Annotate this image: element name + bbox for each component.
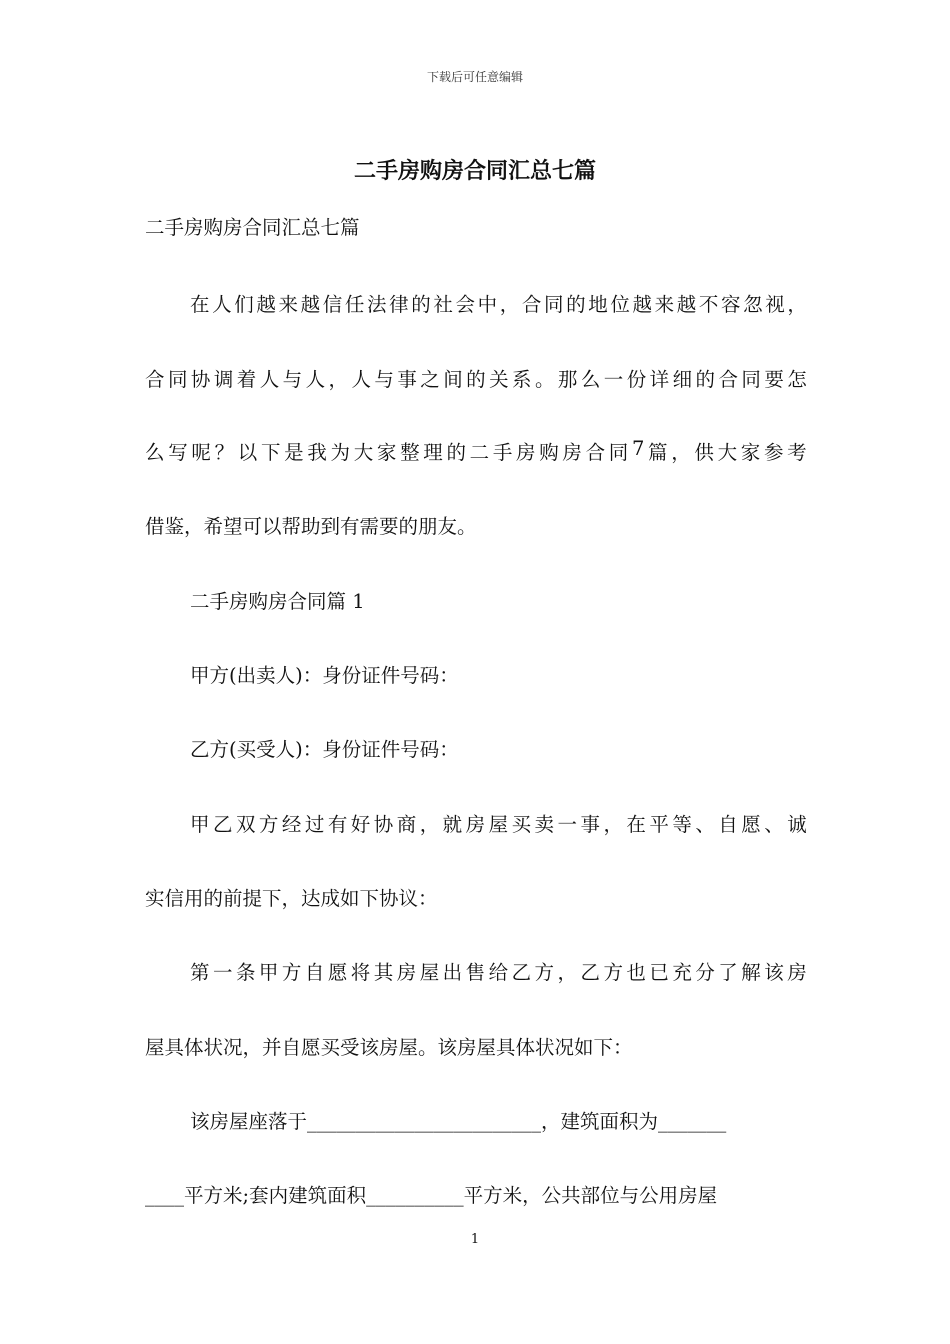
glyph: 同	[741, 368, 761, 391]
agreement-line-2: 实信用的前提下，达成如下协议：	[145, 887, 438, 910]
glyph: 一	[212, 961, 233, 984]
glyph: 乙	[580, 961, 600, 984]
glyph: ，	[671, 441, 691, 464]
glyph: 地	[588, 293, 608, 316]
glyph: 篇	[648, 441, 668, 464]
glyph: 愿	[741, 813, 761, 836]
glyph: 诚	[787, 813, 807, 836]
glyph: 卖	[534, 813, 555, 836]
glyph: 理	[423, 441, 443, 464]
glyph: 大	[353, 441, 374, 464]
agreement-line-1	[190, 809, 807, 837]
glyph: 方	[603, 961, 623, 984]
glyph: 着	[236, 368, 257, 391]
glyph: 充	[672, 961, 692, 984]
glyph: 第	[190, 961, 210, 984]
glyph: 分	[695, 961, 715, 984]
party-b-line: 乙方(买受人)：身份证件号码：	[190, 738, 459, 761]
glyph: 甲	[190, 813, 210, 836]
glyph: 考	[787, 441, 807, 464]
intro-line-3	[145, 437, 807, 465]
glyph: 的	[466, 368, 486, 391]
glyph: 家	[376, 441, 397, 464]
glyph: 等	[672, 813, 692, 836]
glyph: 屋	[419, 961, 440, 984]
glyph: 事	[580, 813, 600, 836]
glyph: 自	[718, 813, 738, 836]
glyph: 以	[237, 441, 258, 464]
glyph: 有	[327, 813, 348, 836]
glyph: 协	[190, 368, 211, 391]
glyph: 乙	[212, 813, 233, 836]
intro-line-2	[145, 364, 807, 392]
glyph: 售	[465, 961, 486, 984]
glyph: 详	[649, 368, 670, 391]
glyph: 中	[477, 293, 498, 316]
glyph: 平	[649, 813, 669, 836]
glyph: 是	[284, 441, 304, 464]
glyph: 同	[544, 293, 564, 316]
glyph: 自	[304, 961, 325, 984]
glyph: 协	[373, 813, 394, 836]
glyph: 好	[350, 813, 371, 836]
glyph: 双	[235, 813, 256, 836]
glyph: 、	[764, 813, 784, 836]
glyph: 人	[212, 293, 232, 316]
glyph: 出	[442, 961, 463, 984]
glyph: 下	[260, 441, 281, 464]
glyph: 一	[557, 813, 578, 836]
glyph: 越	[300, 293, 321, 316]
glyph: 的	[695, 368, 716, 391]
glyph: 同	[608, 441, 629, 464]
glyph: 合	[718, 368, 738, 391]
glyph: 已	[649, 961, 669, 984]
glyph: 过	[304, 813, 325, 836]
document-title: 二手房购房合同汇总七篇	[353, 158, 596, 184]
glyph: 要	[764, 368, 784, 391]
glyph: ，	[787, 293, 807, 316]
glyph: 方	[281, 961, 302, 984]
glyph: 了	[718, 961, 738, 984]
glyph: ，	[603, 813, 623, 836]
glyph: 经	[281, 813, 302, 836]
location-line-1: 该房屋座落于________________________，建筑面积为_______	[190, 1110, 727, 1133]
glyph: 细	[672, 368, 693, 391]
glyph: 乙	[511, 961, 532, 984]
glyph: 与	[282, 368, 303, 391]
glyph: 合	[145, 368, 165, 391]
intro-line-4: 借鉴，希望可以帮助到有需要的朋友。	[145, 515, 477, 538]
glyph: 购	[539, 441, 559, 464]
glyph: 在	[626, 813, 646, 836]
glyph: 该	[764, 961, 784, 984]
glyph: 系	[512, 368, 532, 391]
glyph: 愿	[327, 961, 348, 984]
glyph: 来	[278, 293, 299, 316]
glyph: 家	[740, 441, 761, 464]
glyph: 写	[168, 441, 188, 464]
glyph: ？	[214, 441, 235, 464]
glyph: 方	[258, 813, 279, 836]
glyph: 买	[511, 813, 532, 836]
glyph: 越	[256, 293, 276, 316]
glyph: 其	[373, 961, 394, 984]
intro-line-1	[190, 289, 807, 317]
glyph: 容	[721, 293, 741, 316]
glyph: 会	[455, 293, 476, 316]
glyph: 位	[610, 293, 630, 316]
glyph: ，	[419, 813, 440, 836]
glyph: 一	[603, 368, 624, 391]
glyph: 二	[469, 441, 490, 464]
document-subtitle: 二手房购房合同汇总七篇	[145, 216, 360, 239]
glyph: 方	[534, 961, 555, 984]
glyph: 越	[676, 293, 697, 316]
glyph: 屋	[488, 813, 509, 836]
glyph: 份	[626, 368, 647, 391]
glyph: 手	[492, 441, 513, 464]
glyph: 忽	[743, 293, 763, 316]
glyph: 房	[465, 813, 486, 836]
glyph: 大	[717, 441, 738, 464]
glyph: 呢	[191, 441, 211, 464]
article1-line-2: 屋具体状况，并自愿买受该房屋。该房屋具体状况如下：	[145, 1036, 633, 1059]
glyph: 视	[765, 293, 785, 316]
glyph: 事	[397, 368, 417, 391]
glyph: 合	[521, 293, 542, 316]
glyph: 供	[694, 441, 714, 464]
glyph: 律	[389, 293, 409, 316]
glyph: 与	[374, 368, 394, 391]
glyph: 合	[585, 441, 606, 464]
glyph: 也	[626, 961, 646, 984]
glyph: 不	[698, 293, 719, 316]
glyph: 调	[213, 368, 234, 391]
glyph: 社	[433, 293, 453, 316]
glyph: 们	[234, 293, 254, 316]
glyph: 房	[787, 961, 807, 984]
section-heading: 二手房购房合同篇 1	[190, 590, 365, 613]
glyph: 信	[322, 293, 343, 316]
glyph: 同	[167, 368, 188, 391]
glyph: 将	[350, 961, 371, 984]
article1-line-1	[190, 957, 807, 985]
party-a-line: 甲方(出卖人)：身份证件号码：	[190, 664, 459, 687]
page-number: 1	[470, 1232, 480, 1247]
glyph: 越	[632, 293, 653, 316]
glyph: 解	[741, 961, 761, 984]
glyph: 来	[654, 293, 675, 316]
glyph: 人	[305, 368, 326, 391]
glyph: 人	[351, 368, 371, 391]
glyph: 那	[557, 368, 578, 391]
glyph: 么	[580, 368, 601, 391]
glyph: 房	[516, 441, 536, 464]
glyph: 商	[396, 813, 417, 836]
glyph: 关	[489, 368, 509, 391]
glyph: 我	[307, 441, 327, 464]
glyph: ，	[499, 293, 520, 316]
glyph: 、	[695, 813, 715, 836]
glyph: 的	[411, 293, 431, 316]
glyph: 房	[562, 441, 582, 464]
glyph: 的	[566, 293, 586, 316]
glyph: 条	[235, 961, 256, 984]
glyph: 房	[396, 961, 417, 984]
glyph: 甲	[258, 961, 279, 984]
glyph: ，	[328, 368, 349, 391]
glyph: 就	[442, 813, 463, 836]
glyph: 怎	[787, 368, 807, 391]
glyph: 。	[534, 368, 555, 391]
glyph: 给	[488, 961, 509, 984]
glyph: 在	[190, 293, 210, 316]
glyph: 参	[763, 441, 784, 464]
glyph: 整	[400, 441, 420, 464]
glyph: 人	[259, 368, 280, 391]
glyph: 为	[330, 441, 351, 464]
glyph: 法	[367, 293, 387, 316]
glyph: ，	[557, 961, 578, 984]
location-line-2: ____平方米;套内建筑面积__________平方米，公共部位与公用房屋	[145, 1184, 718, 1207]
glyph: 7	[631, 437, 645, 460]
glyph: 任	[344, 293, 365, 316]
glyph: 的	[446, 441, 466, 464]
glyph: 之	[420, 368, 440, 391]
page-header: 下载后可任意编辑	[426, 70, 523, 84]
glyph: 间	[443, 368, 463, 391]
glyph: 么	[145, 441, 165, 464]
